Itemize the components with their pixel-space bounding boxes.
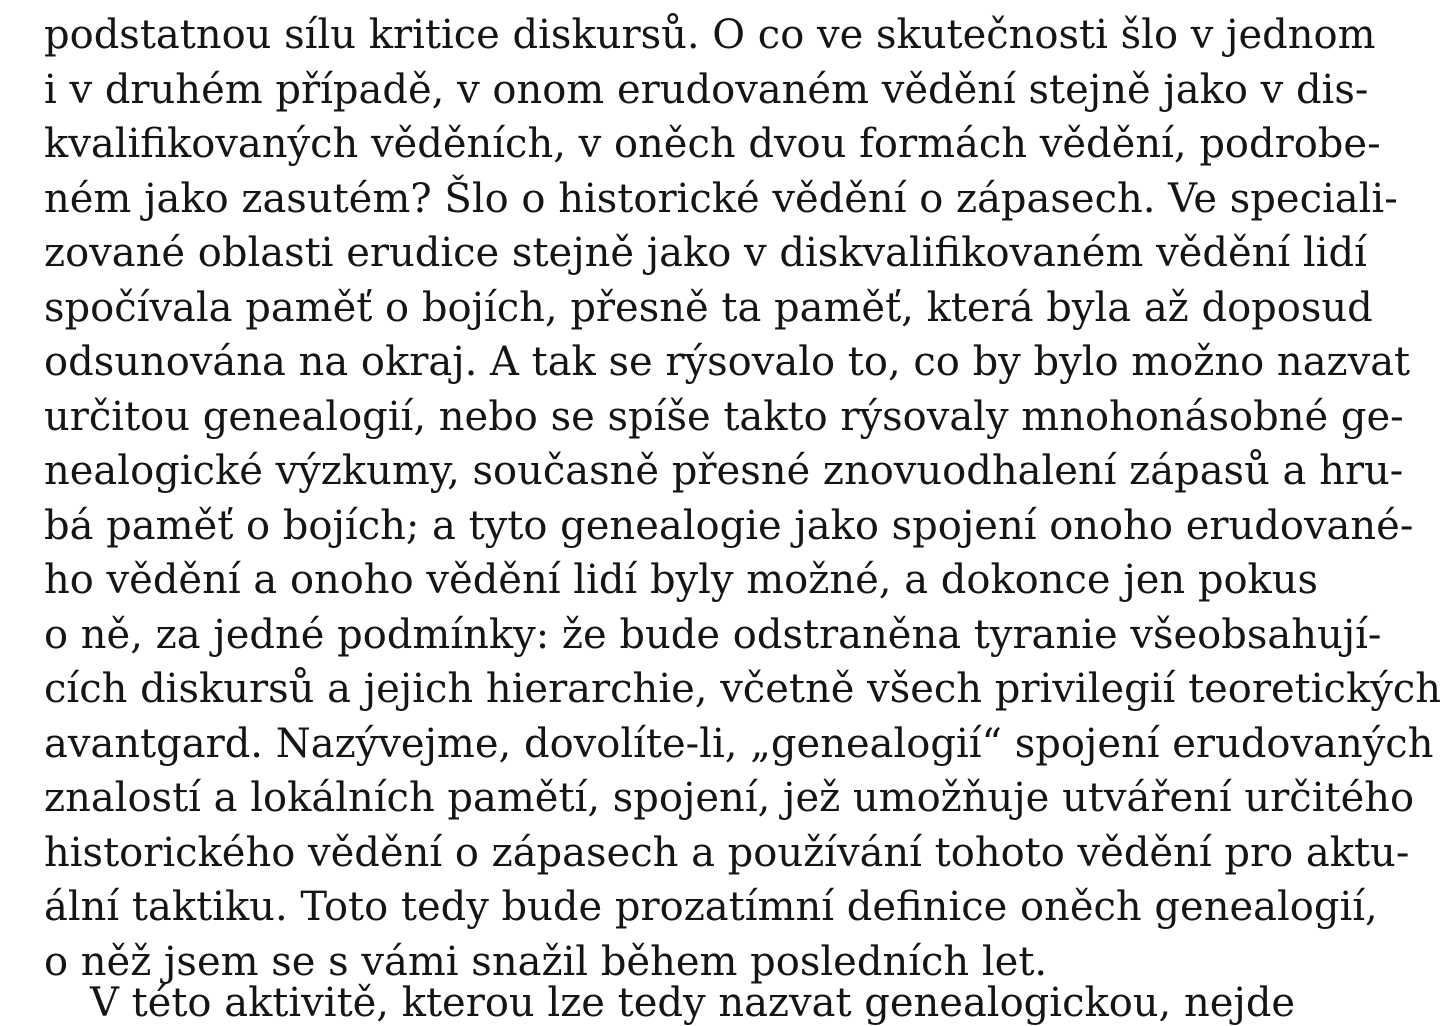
text-line-15: znalostí a lokálních pamětí, spojení, jež umožňuje utváření určitého	[44, 775, 1415, 821]
text-line-2: i v druhém případě, v onom erudovaném vědění stejně jako v dis-	[44, 66, 1369, 113]
text-line-13: cích diskursů a jejich hierarchie, včetně všech privilegií teoretických	[44, 666, 1441, 712]
text-line-8: určitou genealogií, nebo se spíše takto rýsovaly mnohonásobné ge-	[44, 393, 1404, 440]
text-line-18: o něž jsem se s vámi snažil během posledních let.	[44, 938, 1048, 985]
text-line-17: ální taktiku. Toto tedy bude prozatímní definice oněch genealogií,	[44, 884, 1378, 930]
text-line-10: bá paměť o bojích; a tyto genealogie jako spojení onoho erudované-	[44, 502, 1414, 549]
text-line-5: zované oblasti erudice stejně jako v diskvalifikovaném vědění lidí	[44, 230, 1367, 276]
text-line-6: spočívala paměť o bojích, přesně ta paměť, která byla až doposud	[44, 284, 1373, 331]
text-line-9: nealogické výzkumy, současně přesné znovuodhalení zápasů a hru-	[44, 448, 1404, 494]
text-line-3: kvalifikovaných věděních, v oněch dvou formách vědění, podrobe-	[44, 121, 1381, 167]
cut-off-next-paragraph-line: V této aktivitě, kterou lze tedy nazvat genealogickou, nejde	[90, 980, 1296, 1026]
text-line-7: odsunována na okraj. A tak se rýsovalo to, co by bylo možno nazvat	[44, 339, 1411, 385]
text-line-4: ném jako zasutém? Šlo o historické vědění o zápasech. Ve speciali-	[44, 175, 1398, 222]
text-line-1: podstatnou sílu kritice diskursů. O co ve skutečnosti šlo v jednom	[44, 12, 1376, 58]
paragraph	[44, 8, 1441, 989]
text-line-14: avantgard. Nazývejme, dovolíte-li, „genealogií“ spojení erudovaných	[44, 720, 1434, 767]
text-line-11: ho vědění a onoho vědění lidí byly možné, a dokonce jen pokus	[44, 557, 1319, 603]
text-line-16: historického vědění o zápasech a používání tohoto vědění pro aktu-	[44, 829, 1410, 876]
text-line-12: o ně, za jedné podmínky: že bude odstraněna tyranie všeobsahují-	[44, 611, 1382, 658]
